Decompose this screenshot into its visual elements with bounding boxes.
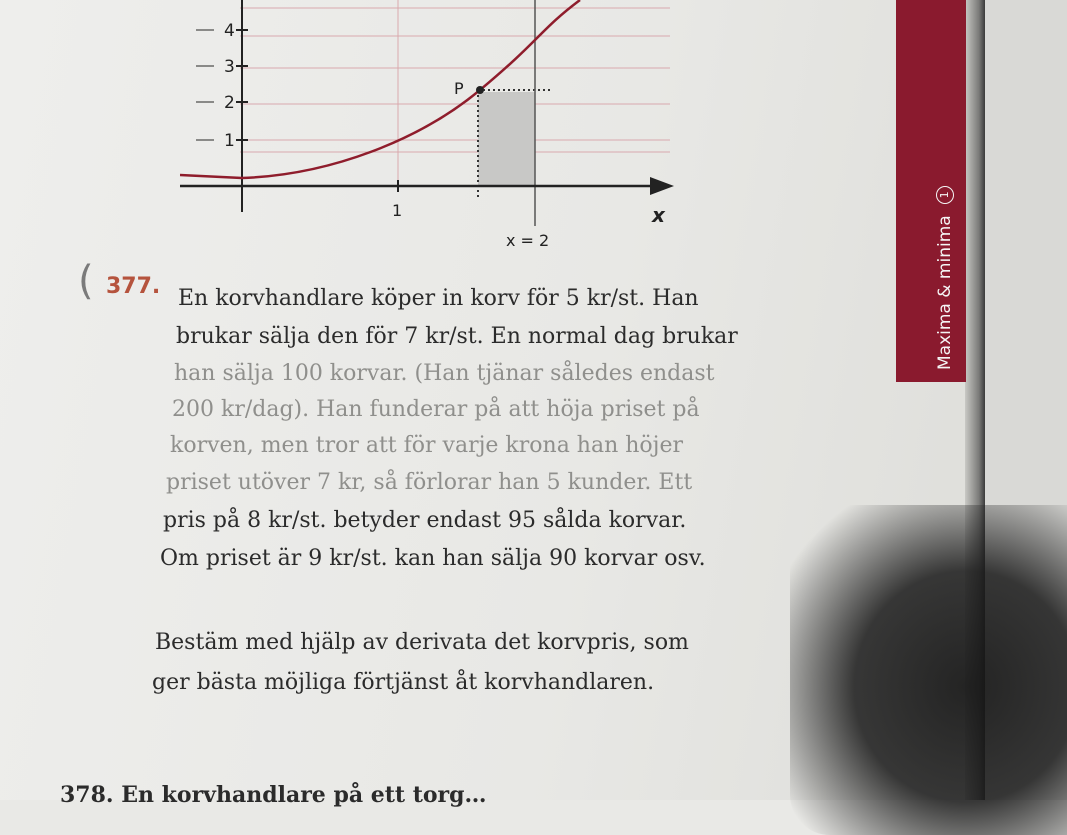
question-line-2: ger bästa möjliga förtjänst åt korvhandlaren.: [152, 670, 655, 695]
function-graph: [180, 0, 700, 255]
problem-line-6: priset utöver 7 kr, så förlorar han 5 kunder. Ett: [166, 470, 693, 495]
x-axis-arrow: [650, 177, 674, 195]
problem-line-3: han sälja 100 korvar. (Han tjänar således endast: [174, 361, 715, 386]
chapter-title: Maxima & minima: [935, 215, 955, 370]
chapter-number-icon: 1: [936, 186, 954, 204]
y-tick-2: 2: [224, 93, 235, 113]
y-tick-1: 1: [224, 131, 235, 151]
problem-line-1: En korvhandlare köper in korv för 5 kr/st. Han: [178, 286, 699, 311]
problem-line-2: brukar sälja den för 7 kr/st. En normal dag brukar: [176, 324, 738, 349]
problem-line-7: pris på 8 kr/st. betyder endast 95 sålda korvar.: [163, 508, 687, 533]
x-equals-2-label: x = 2: [506, 231, 550, 250]
shaded-area: [478, 92, 535, 186]
point-p-label: P: [454, 79, 464, 98]
problem-number: 377.: [106, 274, 161, 299]
hand-shadow: [790, 505, 1067, 835]
x-axis-label: x: [652, 203, 665, 227]
problem-line-5: korven, men tror att för varje krona han höjer: [170, 433, 684, 458]
problem-line-8: Om priset är 9 kr/st. kan han sälja 90 korvar osv.: [160, 546, 706, 571]
y-tick-3: 3: [224, 57, 235, 77]
margin-bracket: (: [78, 258, 94, 304]
chapter-tab-label: [935, 186, 955, 370]
y-tick-4: 4: [224, 21, 235, 41]
chapter-tab: [896, 0, 966, 382]
point-p: [476, 86, 484, 94]
question-line-1: Bestäm med hjälp av derivata det korvpris, som: [155, 630, 689, 655]
next-problem-cutoff: 378. En korvhandlare på ett torg…: [60, 782, 487, 808]
problem-line-4: 200 kr/dag). Han funderar på att höja priset på: [172, 397, 700, 422]
x-tick-1: 1: [392, 201, 403, 220]
